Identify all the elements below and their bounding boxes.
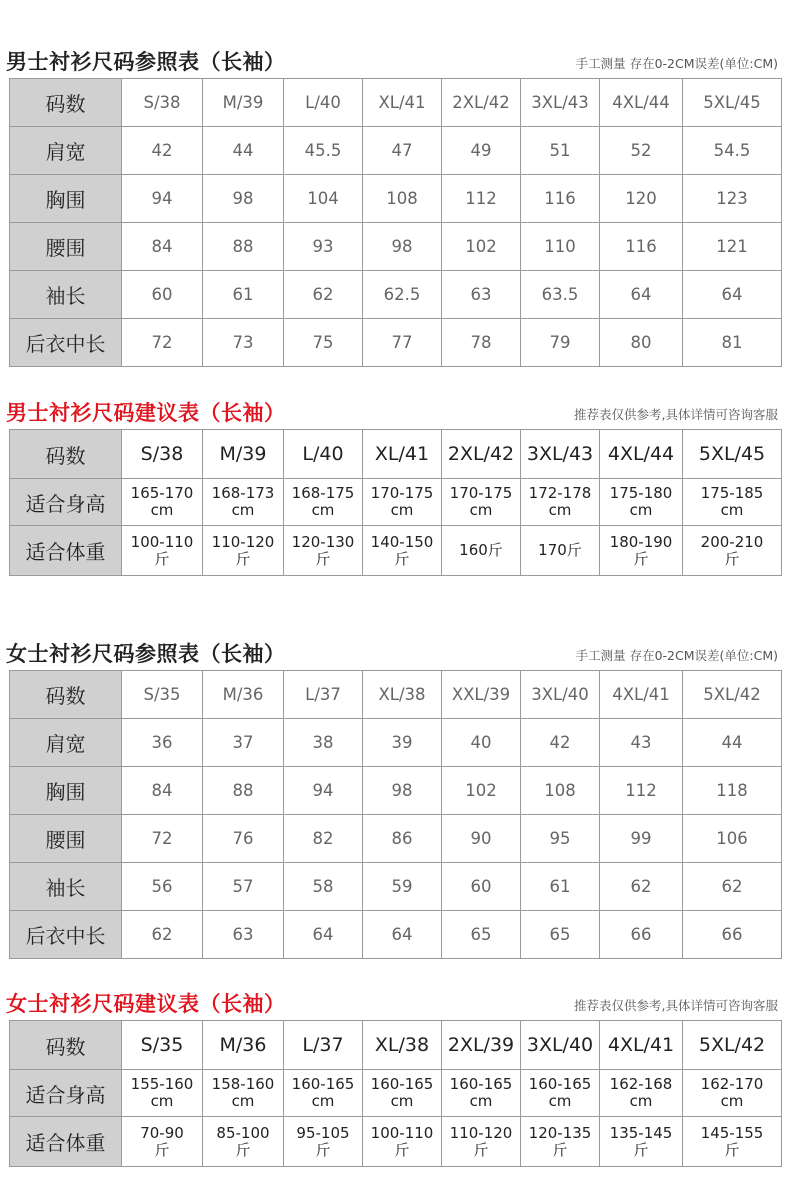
table-row <box>10 319 782 367</box>
table-cell: 3XL/43 <box>521 430 600 479</box>
men-suggestion-header <box>0 393 790 429</box>
table-cell: 59 <box>363 863 442 911</box>
cell-line: 100-110 <box>370 1123 434 1142</box>
table-cell: 56 <box>122 863 203 911</box>
cell-line: 200-210 <box>700 532 764 551</box>
table-cell <box>363 526 442 576</box>
table-cell: 75 <box>284 319 363 367</box>
table-cell <box>521 479 600 526</box>
table-cell <box>600 526 683 576</box>
table-cell: L/40 <box>284 79 363 127</box>
table-cell <box>521 1117 600 1167</box>
cell-line: 162-168 <box>609 1075 673 1093</box>
table-cell: 90 <box>442 815 521 863</box>
table-cell: 72 <box>122 815 203 863</box>
cell-line: cm <box>720 1092 744 1110</box>
cell-line: 斤 <box>724 549 740 568</box>
table-cell <box>683 526 782 576</box>
women-suggestion-table <box>9 1020 782 1167</box>
table-cell <box>122 1117 203 1167</box>
table-cell: 120 <box>600 175 683 223</box>
cell-line: 95-105 <box>296 1123 350 1142</box>
men-reference-note: 手工测量 存在0-2CM误差(单位:CM) <box>575 56 778 71</box>
table-row <box>10 79 782 127</box>
cell-line: 斤 <box>633 549 649 568</box>
cell-line: 168-173 <box>211 484 275 502</box>
table-cell: 63 <box>203 911 284 959</box>
cell-line: cm <box>629 501 653 519</box>
table-cell: XL/41 <box>363 430 442 479</box>
table-cell: 88 <box>203 767 284 815</box>
table-cell <box>203 1070 284 1117</box>
table-row <box>10 911 782 959</box>
row-label: 袖长 <box>10 271 122 319</box>
table-cell: 110 <box>521 223 600 271</box>
table-cell: 38 <box>284 719 363 767</box>
table-cell: 42 <box>521 719 600 767</box>
row-label: 胸围 <box>10 175 122 223</box>
men-reference-header <box>0 42 790 78</box>
cell-line: cm <box>311 501 335 519</box>
table-cell <box>284 526 363 576</box>
cell-line: 170斤 <box>538 541 582 559</box>
cell-line: 155-160 <box>130 1075 194 1093</box>
table-cell: 40 <box>442 719 521 767</box>
cell-line: 175-180 <box>609 484 673 502</box>
cell-line: 120-130 <box>291 532 355 551</box>
table-cell: 81 <box>683 319 782 367</box>
table-cell: 44 <box>203 127 284 175</box>
table-cell: 64 <box>683 271 782 319</box>
cell-line: 175-185 <box>700 484 764 502</box>
table-cell: 77 <box>363 319 442 367</box>
women-reference-title: 女士衬衫尺码参照表（长袖） <box>6 642 286 666</box>
table-cell: 98 <box>363 223 442 271</box>
table-cell <box>122 479 203 526</box>
table-cell: 63 <box>442 271 521 319</box>
table-cell: 2XL/42 <box>442 79 521 127</box>
table-cell: 42 <box>122 127 203 175</box>
cell-line: 斤 <box>235 1140 251 1159</box>
table-cell <box>284 1070 363 1117</box>
row-label: 肩宽 <box>10 127 122 175</box>
table-cell: 43 <box>600 719 683 767</box>
table-cell: 121 <box>683 223 782 271</box>
table-cell: XL/41 <box>363 79 442 127</box>
table-cell <box>683 1070 782 1117</box>
cell-line: 斤 <box>154 549 170 568</box>
table-cell: 64 <box>600 271 683 319</box>
table-cell: 4XL/41 <box>600 671 683 719</box>
table-cell: XL/38 <box>363 671 442 719</box>
table-row <box>10 175 782 223</box>
table-row <box>10 1070 782 1117</box>
table-cell: 45.5 <box>284 127 363 175</box>
table-cell <box>363 479 442 526</box>
row-label: 腰围 <box>10 815 122 863</box>
table-cell: 102 <box>442 767 521 815</box>
table-cell: 3XL/43 <box>521 79 600 127</box>
table-row <box>10 767 782 815</box>
table-cell: 52 <box>600 127 683 175</box>
table-cell <box>284 479 363 526</box>
table-cell: 65 <box>442 911 521 959</box>
cell-line: 斤 <box>633 1140 649 1159</box>
table-cell: 63.5 <box>521 271 600 319</box>
table-cell: 62 <box>600 863 683 911</box>
men-suggestion-note: 推荐表仅供参考,具体详情可咨询客服 <box>574 407 778 422</box>
cell-line: 100-110 <box>130 532 194 551</box>
table-cell: 88 <box>203 223 284 271</box>
cell-line: 160斤 <box>459 541 503 559</box>
cell-line: 158-160 <box>211 1075 275 1093</box>
table-cell: 86 <box>363 815 442 863</box>
table-cell: 64 <box>284 911 363 959</box>
table-cell: 116 <box>521 175 600 223</box>
row-label: 码数 <box>10 430 122 479</box>
table-cell: 80 <box>600 319 683 367</box>
table-cell: 47 <box>363 127 442 175</box>
row-label: 码数 <box>10 671 122 719</box>
table-cell: 4XL/41 <box>600 1021 683 1070</box>
table-cell <box>122 1070 203 1117</box>
row-label: 码数 <box>10 1021 122 1070</box>
row-label: 胸围 <box>10 767 122 815</box>
cell-line: cm <box>469 1092 493 1110</box>
cell-line: cm <box>390 501 414 519</box>
cell-line: 160-165 <box>291 1075 355 1093</box>
table-cell: 5XL/45 <box>683 430 782 479</box>
table-cell: 3XL/40 <box>521 1021 600 1070</box>
table-cell: 108 <box>363 175 442 223</box>
table-cell: 49 <box>442 127 521 175</box>
cell-line: 斤 <box>154 1140 170 1159</box>
cell-line: 162-170 <box>700 1075 764 1093</box>
table-cell: 51 <box>521 127 600 175</box>
table-cell: 2XL/39 <box>442 1021 521 1070</box>
cell-line: cm <box>720 501 744 519</box>
table-cell: 72 <box>122 319 203 367</box>
cell-line: 165-170 <box>130 484 194 502</box>
table-row <box>10 719 782 767</box>
row-label: 适合体重 <box>10 1117 122 1167</box>
table-cell: 62 <box>284 271 363 319</box>
women-suggestion-header <box>0 984 790 1020</box>
cell-line: 160-165 <box>528 1075 592 1093</box>
table-cell: 36 <box>122 719 203 767</box>
table-cell: 116 <box>600 223 683 271</box>
table-cell: 106 <box>683 815 782 863</box>
table-cell <box>203 1117 284 1167</box>
cell-line: 160-165 <box>449 1075 513 1093</box>
table-row <box>10 223 782 271</box>
men-reference-table <box>9 78 782 367</box>
row-label: 适合身高 <box>10 1070 122 1117</box>
table-cell <box>442 479 521 526</box>
table-cell: S/38 <box>122 430 203 479</box>
table-cell: 62.5 <box>363 271 442 319</box>
table-cell <box>442 526 521 576</box>
cell-line: cm <box>150 1092 174 1110</box>
cell-line: cm <box>548 501 572 519</box>
table-cell <box>600 1070 683 1117</box>
cell-line: 斤 <box>394 1140 410 1159</box>
table-cell: 5XL/42 <box>683 1021 782 1070</box>
table-cell: M/39 <box>203 430 284 479</box>
men-suggestion-section <box>0 393 790 568</box>
table-cell: 78 <box>442 319 521 367</box>
table-cell: 64 <box>363 911 442 959</box>
table-cell: 4XL/44 <box>600 79 683 127</box>
women-suggestion-note: 推荐表仅供参考,具体详情可咨询客服 <box>574 998 778 1013</box>
table-cell: 99 <box>600 815 683 863</box>
table-cell: S/38 <box>122 79 203 127</box>
table-cell: 39 <box>363 719 442 767</box>
table-cell: 54.5 <box>683 127 782 175</box>
table-cell: 2XL/42 <box>442 430 521 479</box>
table-cell: 98 <box>363 767 442 815</box>
table-cell: 66 <box>600 911 683 959</box>
table-row <box>10 430 782 479</box>
cell-line: 斤 <box>315 1140 331 1159</box>
cell-line: 斤 <box>394 549 410 568</box>
table-cell: 44 <box>683 719 782 767</box>
table-cell: 65 <box>521 911 600 959</box>
row-label: 后衣中长 <box>10 911 122 959</box>
cell-line: 140-150 <box>370 532 434 551</box>
table-cell <box>442 1117 521 1167</box>
cell-line: 斤 <box>552 1140 568 1159</box>
table-cell: 94 <box>284 767 363 815</box>
table-cell: 112 <box>600 767 683 815</box>
table-cell: 94 <box>122 175 203 223</box>
cell-line: cm <box>311 1092 335 1110</box>
row-label: 腰围 <box>10 223 122 271</box>
row-label: 后衣中长 <box>10 319 122 367</box>
table-cell: 108 <box>521 767 600 815</box>
table-row <box>10 1117 782 1167</box>
cell-line: 斤 <box>724 1140 740 1159</box>
cell-line: 120-135 <box>528 1123 592 1142</box>
table-row <box>10 127 782 175</box>
cell-line: 180-190 <box>609 532 673 551</box>
table-cell: 84 <box>122 223 203 271</box>
men-suggestion-table <box>9 429 782 576</box>
cell-line: 172-178 <box>528 484 592 502</box>
table-cell: 5XL/45 <box>683 79 782 127</box>
cell-line: cm <box>548 1092 572 1110</box>
table-cell: 60 <box>442 863 521 911</box>
table-cell: 84 <box>122 767 203 815</box>
table-cell <box>284 1117 363 1167</box>
table-cell: 93 <box>284 223 363 271</box>
women-suggestion-title: 女士衬衫尺码建议表（长袖） <box>6 992 286 1016</box>
women-reference-note: 手工测量 存在0-2CM误差(单位:CM) <box>575 648 778 663</box>
table-cell: S/35 <box>122 671 203 719</box>
table-cell: 98 <box>203 175 284 223</box>
table-cell: 112 <box>442 175 521 223</box>
men-suggestion-title: 男士衬衫尺码建议表（长袖） <box>6 401 286 425</box>
table-cell: 4XL/44 <box>600 430 683 479</box>
women-suggestion-section <box>0 984 790 1159</box>
table-cell: 60 <box>122 271 203 319</box>
table-cell: 62 <box>122 911 203 959</box>
cell-line: 斤 <box>315 549 331 568</box>
table-cell: L/37 <box>284 1021 363 1070</box>
men-reference-section <box>0 42 790 356</box>
table-cell: 61 <box>203 271 284 319</box>
table-cell: M/39 <box>203 79 284 127</box>
table-cell: 79 <box>521 319 600 367</box>
table-row <box>10 863 782 911</box>
cell-line: 斤 <box>473 1140 489 1159</box>
table-cell: M/36 <box>203 1021 284 1070</box>
table-cell: 62 <box>683 863 782 911</box>
table-cell: 57 <box>203 863 284 911</box>
table-row <box>10 815 782 863</box>
table-cell: 95 <box>521 815 600 863</box>
table-cell: 118 <box>683 767 782 815</box>
row-label: 码数 <box>10 79 122 127</box>
table-row <box>10 526 782 576</box>
table-cell: XL/38 <box>363 1021 442 1070</box>
women-reference-section <box>0 634 790 948</box>
table-cell <box>521 526 600 576</box>
row-label: 袖长 <box>10 863 122 911</box>
table-cell: 82 <box>284 815 363 863</box>
table-cell: 76 <box>203 815 284 863</box>
table-cell <box>600 479 683 526</box>
table-cell <box>363 1117 442 1167</box>
table-cell <box>203 479 284 526</box>
men-reference-title: 男士衬衫尺码参照表（长袖） <box>6 50 286 74</box>
table-row <box>10 271 782 319</box>
table-row <box>10 479 782 526</box>
table-row <box>10 671 782 719</box>
cell-line: cm <box>629 1092 653 1110</box>
table-cell: 123 <box>683 175 782 223</box>
cell-line: cm <box>231 501 255 519</box>
cell-line: cm <box>390 1092 414 1110</box>
table-cell <box>363 1070 442 1117</box>
cell-line: 168-175 <box>291 484 355 502</box>
table-cell: 66 <box>683 911 782 959</box>
table-cell: S/35 <box>122 1021 203 1070</box>
cell-line: 145-155 <box>700 1123 764 1142</box>
table-cell: 102 <box>442 223 521 271</box>
table-cell <box>600 1117 683 1167</box>
cell-line: 170-175 <box>370 484 434 502</box>
row-label: 适合身高 <box>10 479 122 526</box>
table-row <box>10 1021 782 1070</box>
cell-line: 170-175 <box>449 484 513 502</box>
table-cell: 37 <box>203 719 284 767</box>
cell-line: cm <box>231 1092 255 1110</box>
table-cell: L/37 <box>284 671 363 719</box>
cell-line: 110-120 <box>211 532 275 551</box>
cell-line: 110-120 <box>449 1123 513 1142</box>
cell-line: cm <box>150 501 174 519</box>
row-label: 适合体重 <box>10 526 122 576</box>
row-label: 肩宽 <box>10 719 122 767</box>
table-cell: 104 <box>284 175 363 223</box>
cell-line: 160-165 <box>370 1075 434 1093</box>
table-cell: 61 <box>521 863 600 911</box>
table-cell: L/40 <box>284 430 363 479</box>
table-cell <box>122 526 203 576</box>
table-cell: 58 <box>284 863 363 911</box>
table-cell: 3XL/40 <box>521 671 600 719</box>
cell-line: 135-145 <box>609 1123 673 1142</box>
table-cell: M/36 <box>203 671 284 719</box>
women-reference-table <box>9 670 782 959</box>
table-cell: XXL/39 <box>442 671 521 719</box>
cell-line: 70-90 <box>140 1123 184 1142</box>
cell-line: 斤 <box>235 549 251 568</box>
table-cell: 5XL/42 <box>683 671 782 719</box>
table-cell <box>521 1070 600 1117</box>
table-cell <box>683 1117 782 1167</box>
table-cell <box>683 479 782 526</box>
table-cell: 73 <box>203 319 284 367</box>
table-cell <box>442 1070 521 1117</box>
table-cell <box>203 526 284 576</box>
cell-line: cm <box>469 501 493 519</box>
women-reference-header <box>0 634 790 670</box>
cell-line: 85-100 <box>216 1123 270 1142</box>
